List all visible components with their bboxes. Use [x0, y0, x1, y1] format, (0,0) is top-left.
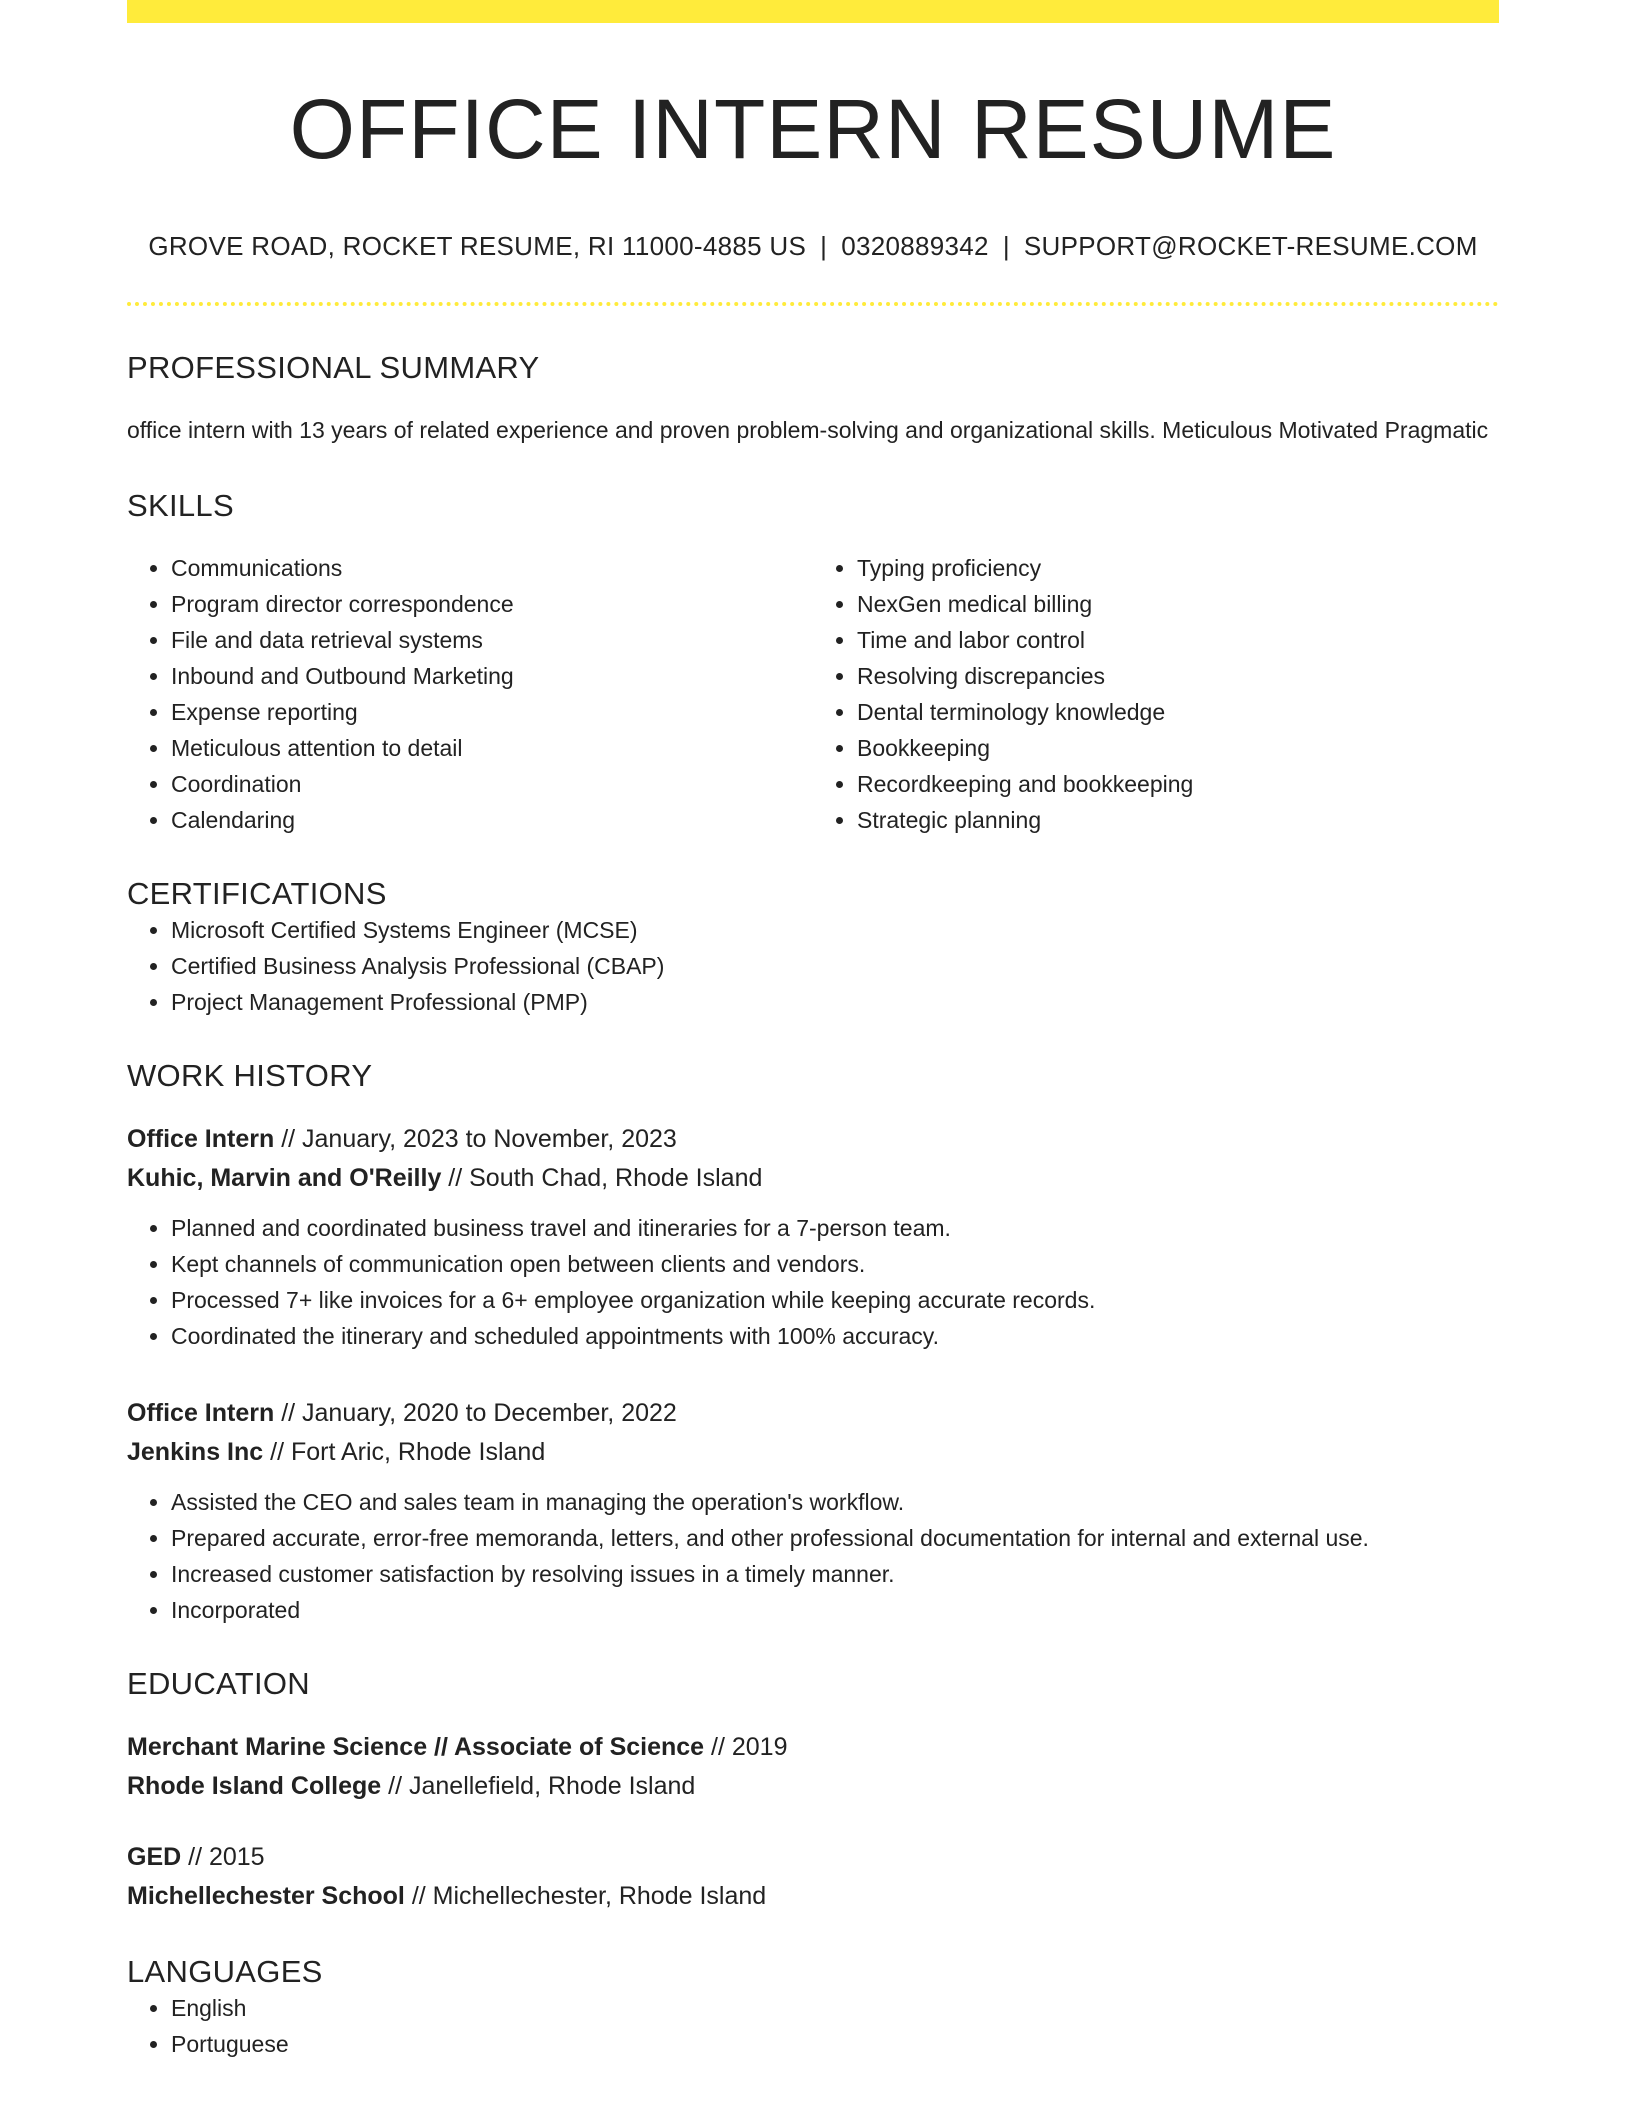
education-degree: GED	[127, 1843, 182, 1872]
education-degree-line	[127, 1728, 1499, 1767]
job-duty: • Processed 7+ like invoices for a 6+ employee organization while keeping accurate records.	[171, 1282, 1499, 1318]
job-duty: • Coordinated the itinerary and scheduled appointments with 100% accuracy.	[171, 1318, 1499, 1354]
skill-item: • Resolving discrepancies	[857, 658, 1499, 694]
job-company-line	[127, 1159, 1499, 1198]
education-school: Rhode Island College	[127, 1772, 382, 1801]
summary-text: office intern with 13 years of related experience and proven problem-solving and organizational skills. Meticulous Motivated Pragmatic	[127, 417, 1489, 444]
job-dates: // January, 2020 to December, 2022	[274, 1399, 677, 1428]
job-entry	[127, 1394, 1499, 1628]
job-dates: // January, 2023 to November, 2023	[274, 1125, 677, 1154]
skills-heading: SKILLS	[127, 488, 234, 524]
skill-item: • Dental terminology knowledge	[857, 694, 1499, 730]
skill-item: • Recordkeeping and bookkeeping	[857, 766, 1499, 802]
skill-item: • Program director correspondence	[171, 586, 813, 622]
education-entry	[127, 1838, 1499, 1916]
job-company: Jenkins Inc	[127, 1438, 264, 1467]
education-location: // Michellechester, Rhode Island	[404, 1882, 767, 1911]
skill-item: • Time and labor control	[857, 622, 1499, 658]
job-duties-list	[127, 1484, 1499, 1628]
top-accent-bar	[127, 0, 1499, 23]
job-duty: • Increased customer satisfaction by resolving issues in a timely manner.	[171, 1556, 1499, 1592]
skill-item: • Typing proficiency	[857, 550, 1499, 586]
skill-item: • Bookkeeping	[857, 730, 1499, 766]
skill-item: • File and data retrieval systems	[171, 622, 813, 658]
skills-columns	[127, 550, 1499, 838]
job-duty: • Incorporated	[171, 1592, 1499, 1628]
job-duties-list	[127, 1210, 1499, 1354]
job-role: Office Intern	[127, 1125, 275, 1154]
contact-separator: |	[820, 231, 828, 262]
certification-item: • Microsoft Certified Systems Engineer (MCSE)	[171, 912, 1499, 948]
contact-separator: |	[1002, 231, 1010, 262]
education-heading: EDUCATION	[127, 1666, 310, 1702]
education-location: // Janellefield, Rhode Island	[381, 1772, 696, 1801]
skill-item: • NexGen medical billing	[857, 586, 1499, 622]
languages-list	[127, 1990, 1499, 2062]
job-role: Office Intern	[127, 1399, 275, 1428]
job-location: // South Chad, Rhode Island	[441, 1164, 763, 1193]
education-year: // 2019	[704, 1733, 788, 1762]
skills-list-right	[813, 550, 1499, 838]
education-school: Michellechester School	[127, 1882, 405, 1911]
education-degree: Merchant Marine Science // Associate of Science	[127, 1733, 705, 1762]
education-entry	[127, 1728, 1499, 1806]
languages-heading: LANGUAGES	[127, 1954, 323, 1990]
skill-item: • Coordination	[171, 766, 813, 802]
education-degree-line	[127, 1838, 1499, 1877]
job-company: Kuhic, Marvin and O'Reilly	[127, 1164, 442, 1193]
education-year: // 2015	[181, 1843, 265, 1872]
skills-list-left	[127, 550, 813, 838]
language-item: • English	[171, 1990, 1499, 2026]
job-company-line	[127, 1433, 1499, 1472]
job-duty: • Assisted the CEO and sales team in managing the operation's workflow.	[171, 1484, 1499, 1520]
work-history-heading: WORK HISTORY	[127, 1058, 373, 1094]
certifications-heading: CERTIFICATIONS	[127, 876, 387, 912]
job-role-line	[127, 1120, 1499, 1159]
education-school-line	[127, 1767, 1499, 1806]
contact-email[interactable]: SUPPORT@ROCKET-RESUME.COM	[1023, 231, 1478, 262]
job-duty: • Kept channels of communication open between clients and vendors.	[171, 1246, 1499, 1282]
certifications-list	[127, 912, 1499, 1020]
skill-item: • Calendaring	[171, 802, 813, 838]
job-role-line	[127, 1394, 1499, 1433]
job-entry	[127, 1120, 1499, 1354]
certification-item: • Project Management Professional (PMP)	[171, 984, 1499, 1020]
skill-item: • Expense reporting	[171, 694, 813, 730]
contact-line	[127, 231, 1499, 262]
skill-item: • Meticulous attention to detail	[171, 730, 813, 766]
job-location: // Fort Aric, Rhode Island	[263, 1438, 546, 1467]
dotted-divider	[127, 302, 1499, 306]
summary-heading: PROFESSIONAL SUMMARY	[127, 350, 540, 386]
job-duty: • Planned and coordinated business travel and itineraries for a 7-person team.	[171, 1210, 1499, 1246]
job-duty: • Prepared accurate, error-free memoranda, letters, and other professional documentation for internal and external use.	[171, 1520, 1499, 1556]
contact-phone: 0320889342	[841, 231, 989, 262]
language-item: • Portuguese	[171, 2026, 1499, 2062]
skill-item: • Inbound and Outbound Marketing	[171, 658, 813, 694]
skill-item: • Communications	[171, 550, 813, 586]
contact-address: GROVE ROAD, ROCKET RESUME, RI 11000-4885 US	[148, 231, 807, 262]
resume-page	[127, 0, 1499, 2062]
skill-item: • Strategic planning	[857, 802, 1499, 838]
education-school-line	[127, 1877, 1499, 1916]
certification-item: • Certified Business Analysis Professional (CBAP)	[171, 948, 1499, 984]
resume-title: OFFICE INTERN RESUME	[289, 82, 1337, 176]
